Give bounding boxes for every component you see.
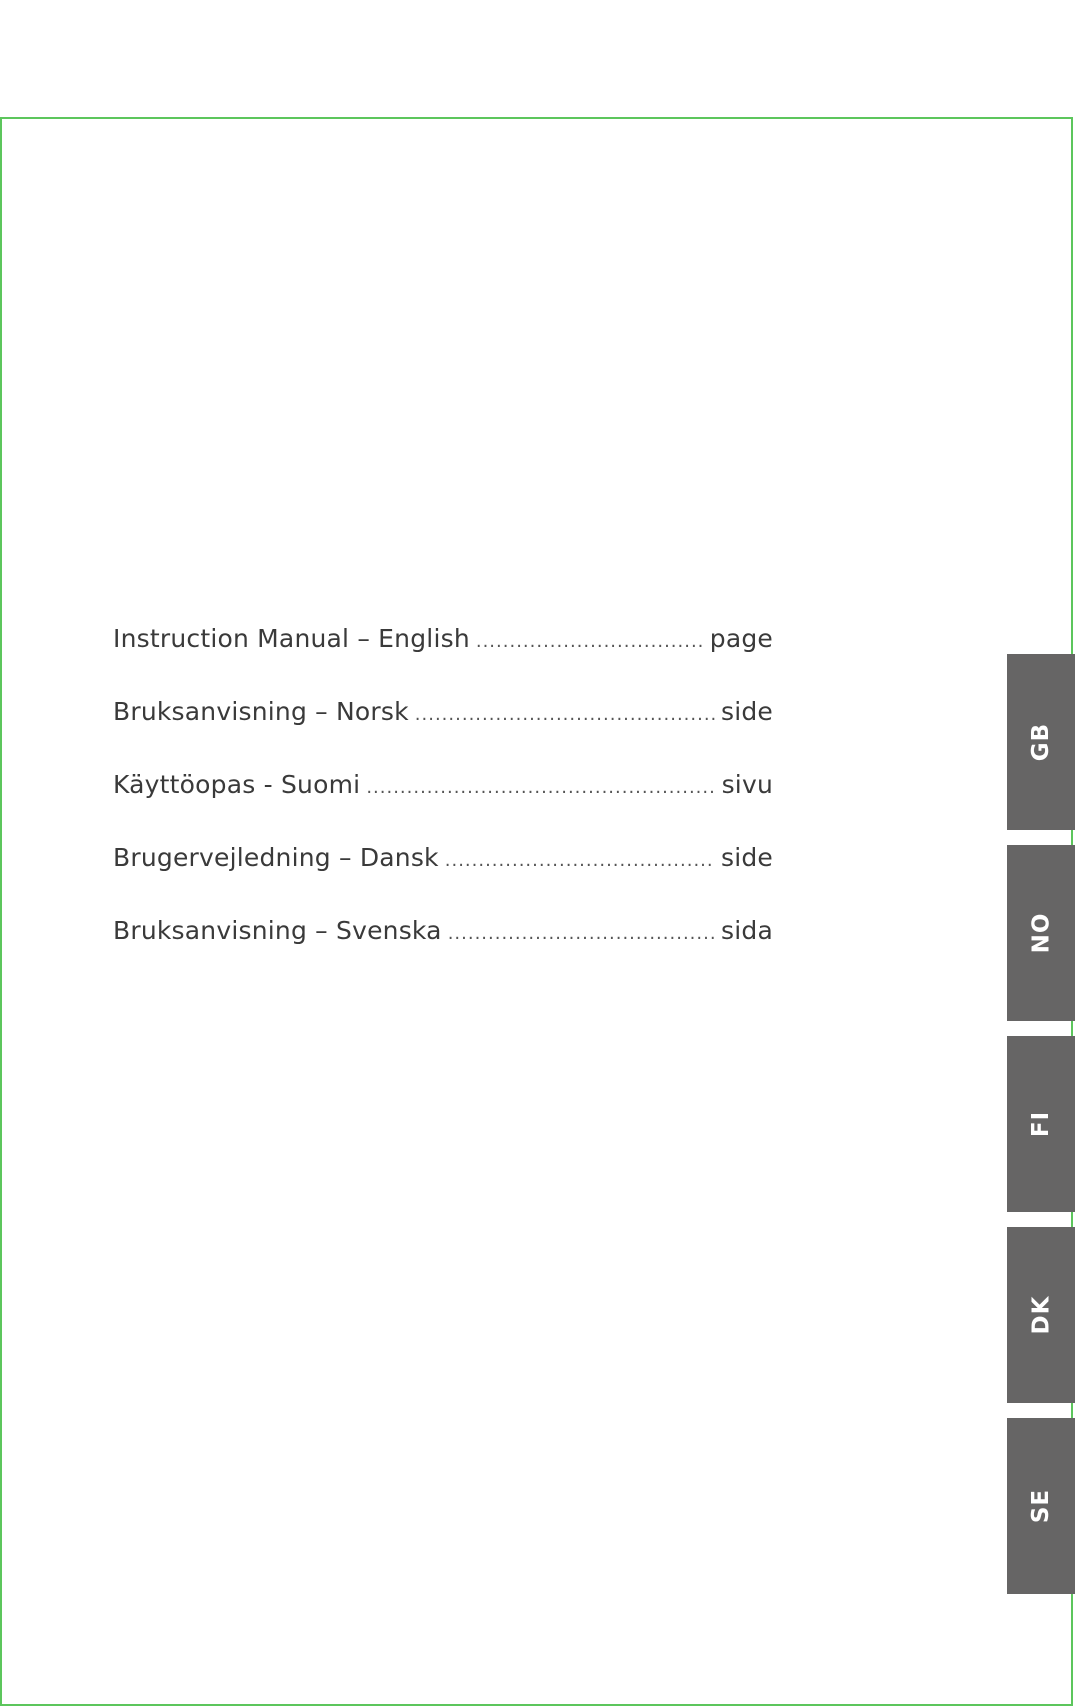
language-tabs: [1007, 654, 1075, 1609]
language-tab-dk[interactable]: [1007, 1227, 1075, 1403]
language-tab-label: SE: [1028, 1488, 1054, 1524]
toc-entry-page: sivu: [721, 770, 773, 799]
toc-dot-leader: [445, 850, 715, 871]
toc-dot-leader: [415, 704, 715, 725]
toc-entry-dansk[interactable]: [113, 843, 773, 916]
toc-entry-svenska[interactable]: [113, 916, 773, 989]
toc-entry-norsk[interactable]: [113, 697, 773, 770]
toc-entry-label: Bruksanvisning – Svenska: [113, 916, 442, 945]
toc-entry-page: side: [720, 697, 773, 726]
toc-entry-label: Instruction Manual – English: [113, 624, 470, 653]
toc-dot-leader: [476, 631, 704, 652]
toc-entry-english[interactable]: [113, 624, 773, 697]
language-tab-gb[interactable]: [1007, 654, 1075, 830]
toc-dot-leader: [448, 923, 715, 944]
toc-entry-label: Brugervejledning – Dansk: [113, 843, 439, 872]
toc-entry-page: page: [709, 624, 773, 653]
language-tab-label: GB: [1027, 722, 1054, 762]
toc-entry-label: Käyttöopas - Suomi: [113, 770, 361, 799]
table-of-contents: [113, 624, 773, 989]
language-tab-label: DK: [1027, 1295, 1054, 1335]
language-tab-no[interactable]: [1007, 845, 1075, 1021]
toc-entry-suomi[interactable]: [113, 770, 773, 843]
language-tab-fi[interactable]: [1007, 1036, 1075, 1212]
toc-entry-label: Bruksanvisning – Norsk: [113, 697, 409, 726]
toc-dot-leader: [366, 777, 715, 798]
toc-entry-page: sida: [721, 916, 773, 945]
toc-entry-page: side: [720, 843, 773, 872]
language-tab-label: NO: [1028, 912, 1054, 954]
language-tab-se[interactable]: [1007, 1418, 1075, 1594]
language-tab-label: FI: [1028, 1110, 1054, 1138]
